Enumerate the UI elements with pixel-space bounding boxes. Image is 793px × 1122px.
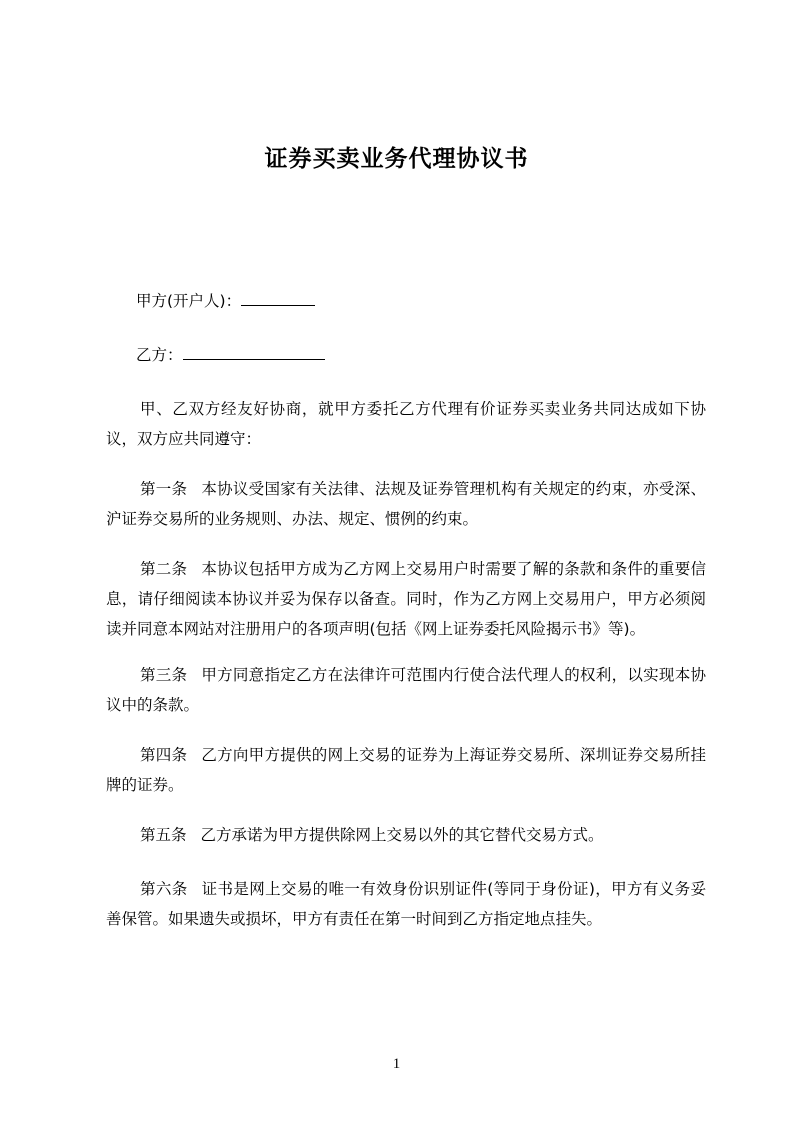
- article-text: 甲方同意指定乙方在法律许可范围内行使合法代理人的权利，以实现本协议中的条款。: [106, 666, 706, 714]
- article-number: 第一条: [140, 480, 188, 498]
- article-number: 第四条: [140, 746, 188, 764]
- article-number: 第二条: [140, 560, 188, 578]
- party-b-label: 乙方：: [136, 346, 183, 364]
- page-number: 1: [392, 1056, 401, 1072]
- article-number: 第三条: [140, 666, 188, 684]
- article-6: [106, 874, 706, 934]
- party-a-line: [106, 286, 706, 316]
- article-number: 第五条: [140, 826, 187, 844]
- article-5: [106, 820, 706, 850]
- article-2: [106, 554, 706, 644]
- article-text: 本协议包括甲方成为乙方网上交易用户时需要了解的条款和条件的重要信息，请仔细阅读本协议并妥为保存以备查。同时，作为乙方网上交易用户，甲方必须阅读并同意本网站对注册用户的各项声明(包括《网上证券委托风险揭示书》等)。: [106, 560, 706, 638]
- party-a-blank: [241, 287, 315, 306]
- article-number: 第六条: [140, 880, 188, 898]
- article-1: [106, 474, 706, 534]
- article-4: [106, 740, 706, 800]
- article-text: 证书是网上交易的唯一有效身份识别证件(等同于身份证)，甲方有义务妥善保管。如果遗失或损坏，甲方有责任在第一时间到乙方指定地点挂失。: [106, 880, 706, 928]
- intro-text: 甲、乙双方经友好协商，就甲方委托乙方代理有价证券买卖业务共同达成如下协议，双方应共同遵守：: [106, 400, 706, 448]
- article-text: 乙方承诺为甲方提供除网上交易以外的其它替代交易方式。: [200, 826, 604, 844]
- article-3: [106, 660, 706, 720]
- article-text: 乙方向甲方提供的网上交易的证券为上海证券交易所、深圳证券交易所挂牌的证券。: [106, 746, 706, 794]
- party-b-blank: [183, 341, 325, 360]
- intro-paragraph: [106, 394, 706, 454]
- party-a-label: 甲方(开户人)：: [136, 292, 242, 310]
- article-text: 本协议受国家有关法律、法规及证券管理机构有关规定的约束，亦受深、沪证券交易所的业务规则、办法、规定、惯例的约束。: [106, 480, 706, 528]
- party-b-line: [106, 340, 706, 370]
- document-title: 证券买卖业务代理协议书: [264, 146, 529, 172]
